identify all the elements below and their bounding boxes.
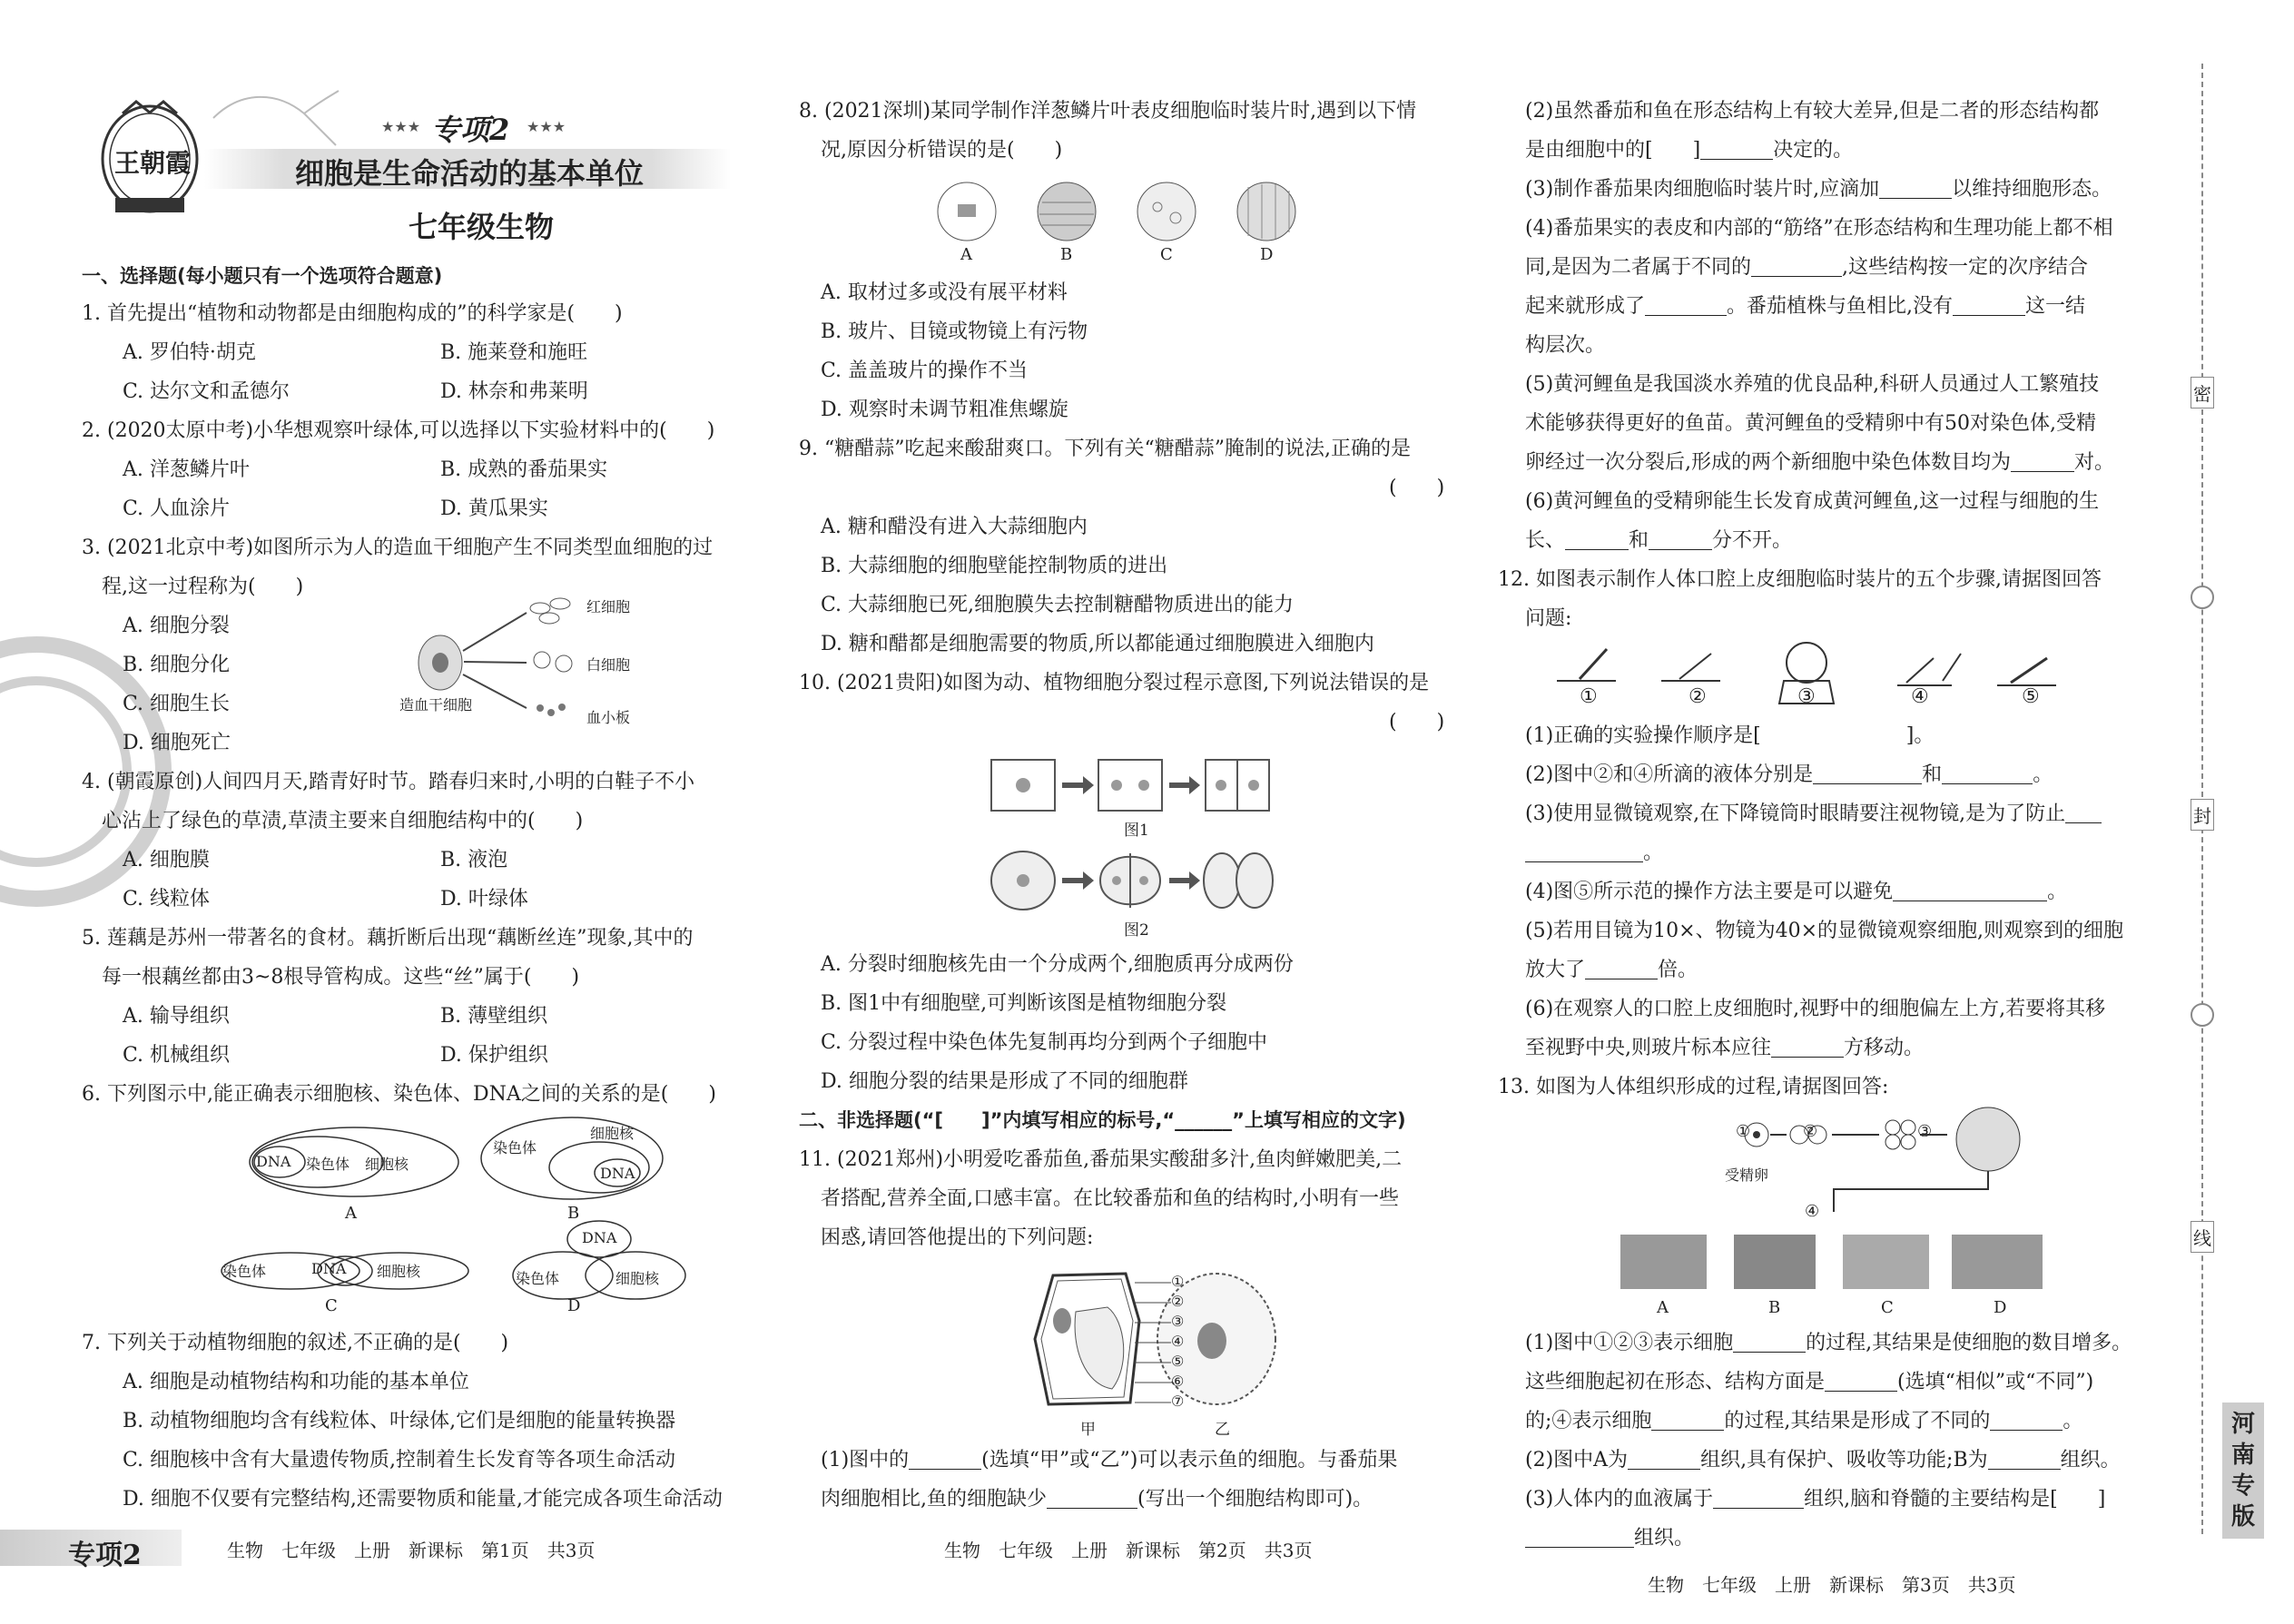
- q10-option-d[interactable]: D. 细胞分裂的结果是形成了不同的细胞群: [821, 1070, 1188, 1093]
- q3-label-stem: 造血干细胞: [399, 696, 473, 714]
- q8-stem-1: 8. (2021深圳)某同学制作洋葱鳞片叶表皮细胞临时装片时,遇到以下情: [799, 100, 1417, 123]
- footer-page-1: 生物 七年级 上册 新课标 第1页 共3页: [227, 1540, 596, 1561]
- q10-stem: 10. (2021贵阳)如图为动、植物细胞分裂过程示意图,下列说法错误的是: [799, 672, 1430, 694]
- q1-option-c[interactable]: C. 达尔文和孟德尔: [123, 380, 290, 403]
- q8-option-a[interactable]: A. 取材过多或没有展平材料: [821, 281, 1068, 304]
- q5-option-a[interactable]: A. 输导组织: [123, 1005, 230, 1028]
- q12-blank-4[interactable]: [2065, 802, 2102, 823]
- q6-label-b[interactable]: B: [567, 1204, 580, 1223]
- q12-part6-line2: 至视野中央,则玻片标本应往 方移动。: [1525, 1037, 1925, 1059]
- num-3: ③: [1171, 1313, 1185, 1330]
- q12-blank-2[interactable]: [1813, 763, 1922, 784]
- q1-option-d[interactable]: D. 林奈和弗莱明: [440, 380, 588, 403]
- q8-option-d[interactable]: D. 观察时未调节粗准焦螺旋: [821, 399, 1068, 421]
- q11-part5-line1: (5)黄河鲤鱼是我国淡水养殖的优良品种,科研人员通过人工繁殖技: [1525, 373, 2100, 396]
- num-7: ⑦: [1171, 1393, 1185, 1410]
- q11-label-yi: 乙: [1215, 1421, 1230, 1439]
- q5-stem-1: 5. 莲藕是苏州一带著名的食材。藕折断后出现“藕断丝连”现象,其中的: [82, 927, 694, 950]
- q13-blank-4[interactable]: [1990, 1410, 2063, 1431]
- q11-stem-3: 困惑,请回答他提出的下列问题:: [821, 1226, 1094, 1249]
- q12-part2: (2)图中②和④所滴的液体分别是 和 。: [1525, 763, 2053, 786]
- q11-part1-line1: (1)图中的 (选填“甲”或“乙”)可以表示鱼的细胞。与番茄果: [821, 1449, 1398, 1471]
- q11-part4-line4: 构层次。: [1525, 334, 1606, 357]
- q5-option-b[interactable]: B. 薄壁组织: [440, 1005, 548, 1028]
- q1-option-b[interactable]: B. 施莱登和施旺: [440, 341, 588, 364]
- q4-option-b[interactable]: B. 液泡: [440, 849, 508, 871]
- footer-tag: 专项2: [68, 1540, 142, 1571]
- q9-stem: 9. “糖醋蒜”吃起来酸甜爽口。下列有关“糖醋蒜”腌制的说法,正确的是: [799, 438, 1411, 460]
- binding-hole-2: [2191, 1003, 2214, 1027]
- q11-part4-line2: 同,是因为二者属于不同的 ,这些结构按一定的次序结合: [1525, 256, 2088, 279]
- q2-option-d[interactable]: D. 黄瓜果实: [440, 497, 548, 520]
- q4-option-c[interactable]: C. 线粒体: [123, 888, 211, 910]
- q3-stem-1: 3. (2021北京中考)如图所示为人的造血干细胞产生不同类型血细胞的过: [82, 536, 714, 559]
- q10-option-c[interactable]: C. 分裂过程中染色体先复制再均分到两个子细胞中: [821, 1031, 1268, 1054]
- q13-stem: 13. 如图为人体组织形成的过程,请据图回答:: [1498, 1076, 1889, 1098]
- q11-blank-6[interactable]: [1645, 295, 1727, 316]
- q13-label-a: A: [1657, 1298, 1669, 1317]
- q5-stem-2: 每一根藕丝都由3~8根导管构成。这些“丝”属于( ): [102, 966, 580, 989]
- q13-step-2: ②: [1803, 1122, 1818, 1141]
- q6-b-nucleus: 细胞核: [590, 1125, 635, 1142]
- q6-label-c[interactable]: C: [325, 1296, 338, 1315]
- q6-stem: 6. 下列图示中,能正确表示细胞核、染色体、DNA之间的关系的是( ): [82, 1083, 716, 1106]
- q8-microscope-views: [935, 180, 1353, 243]
- q13-egg-label: 受精卵: [1725, 1166, 1769, 1184]
- q10-paren: ( ): [1389, 711, 1445, 733]
- q13-blank-2[interactable]: [1825, 1371, 1897, 1392]
- q6-label-d[interactable]: D: [567, 1296, 581, 1315]
- q13-step-3: ③: [1917, 1122, 1933, 1141]
- q6-a-nucleus: 细胞核: [365, 1156, 409, 1173]
- q13-part1-line1: (1)图中①②③表示细胞 的过程,其结果是使细胞的数目增多。: [1525, 1332, 2132, 1354]
- q13-step-4: ④: [1805, 1202, 1820, 1221]
- q8-label-c[interactable]: C: [1160, 245, 1173, 264]
- q6-d-dna: DNA: [582, 1229, 617, 1246]
- logo-text: 王朝霞: [114, 148, 192, 178]
- q9-option-d[interactable]: D. 糖和醋都是细胞需要的物质,所以都能通过细胞膜进入细胞内: [821, 633, 1374, 655]
- q12-step-1: ①: [1580, 685, 1598, 708]
- q11-stem-2: 者搭配,营养全面,口感丰富。在比较番茄和鱼的结构时,小明有一些: [821, 1187, 1399, 1210]
- q13-label-d: D: [1994, 1298, 2007, 1317]
- q9-paren: ( ): [1389, 477, 1445, 499]
- q5-option-c[interactable]: C. 机械组织: [123, 1044, 231, 1067]
- special-stars-right: ★★★: [527, 118, 566, 135]
- margin-mi: 密: [2191, 377, 2214, 408]
- side-tab-text: 河南专版: [2230, 1411, 2255, 1530]
- q13-part3-line1: (3)人体内的血液属于 组织,脑和脊髓的主要结构是[ ]: [1525, 1488, 2106, 1511]
- q3-option-a[interactable]: A. 细胞分裂: [123, 615, 230, 637]
- q3-option-c[interactable]: C. 细胞生长: [123, 693, 231, 715]
- main-title: 细胞是生命活动的基本单位: [295, 156, 645, 191]
- q10-division-figure-1: [989, 758, 1271, 812]
- special-stars-left: ★★★: [381, 118, 421, 135]
- q13-part2: (2)图中A为 组织,具有保护、吸收等功能;B为 组织。: [1525, 1449, 2121, 1471]
- q12-part5-line1: (5)若用目镜为10×、物镜为40×的显微镜观察细胞,则观察到的细胞: [1525, 920, 2124, 942]
- q8-label-b[interactable]: B: [1060, 245, 1073, 264]
- q10-fig1-label: 图1: [1124, 822, 1149, 840]
- margin-feng: 封: [2191, 799, 2214, 831]
- q11-part6-line1: (6)黄河鲤鱼的受精卵能生长发育成黄河鲤鱼,这一过程与细胞的生: [1525, 490, 2100, 513]
- q6-c-nucleus: 细胞核: [377, 1263, 421, 1280]
- num-2: ②: [1171, 1293, 1185, 1310]
- q6-d-chromosome: 染色体: [516, 1270, 560, 1287]
- section2-heading: 二、非选择题(“[ ]”内填写相应的标号,“______”上填写相应的文字): [799, 1109, 1406, 1131]
- q2-option-a[interactable]: A. 洋葱鳞片叶: [123, 458, 250, 481]
- q11-part6-line2: 长、 和 分不开。: [1525, 529, 1793, 552]
- q11-part5-line3: 卵经过一次分裂后,形成的两个新细胞中染色体数目均为 对。: [1525, 451, 2115, 474]
- q11-blank-4[interactable]: [1879, 178, 1952, 199]
- q3-label-red: 红细胞: [586, 598, 631, 615]
- q11-blank-10[interactable]: [1649, 529, 1712, 550]
- q12-step-2: ②: [1689, 685, 1707, 708]
- q8-option-b[interactable]: B. 玻片、目镜或物镜上有污物: [821, 320, 1088, 343]
- q10-option-a[interactable]: A. 分裂时细胞核先由一个分成两个,细胞质再分成两份: [821, 953, 1294, 976]
- q11-part4-line1: (4)番茄果实的表皮和内部的“筋络”在形态结构和生理功能上都不相: [1525, 217, 2113, 240]
- q7-option-a[interactable]: A. 细胞是动植物结构和功能的基本单位: [123, 1371, 469, 1393]
- q3-stem-2: 程,这一过程称为( ): [102, 576, 304, 598]
- q7-option-c[interactable]: C. 细胞核中含有大量遗传物质,控制着生长发育等各项生命活动: [123, 1449, 676, 1471]
- q7-stem: 7. 下列关于动植物细胞的叙述,不正确的是( ): [82, 1332, 509, 1354]
- q12-step-5: ⑤: [2022, 685, 2040, 708]
- num-6: ⑥: [1171, 1373, 1185, 1390]
- q11-blank-2[interactable]: [1047, 1488, 1137, 1509]
- q6-d-nucleus: 细胞核: [615, 1270, 660, 1287]
- q13-part1-line3: 的;④表示细胞 的过程,其结果是形成了不同的 。: [1525, 1410, 2083, 1432]
- q2-stem: 2. (2020太原中考)小华想观察叶绿体,可以选择以下实验材料中的( ): [82, 419, 715, 442]
- q12-blank-6[interactable]: [1893, 881, 2047, 901]
- q2-option-c[interactable]: C. 人血涂片: [123, 497, 231, 520]
- q12-step-3: ③: [1797, 685, 1816, 708]
- q11-blank-5[interactable]: [1751, 256, 1842, 277]
- num-1: ①: [1171, 1273, 1185, 1290]
- q6-diagram-b: [477, 1113, 667, 1204]
- q6-b-dna: DNA: [600, 1165, 635, 1182]
- q13-blank-5[interactable]: [1628, 1449, 1700, 1470]
- q13-blank-8[interactable]: [1525, 1527, 1634, 1548]
- q2-option-b[interactable]: B. 成熟的番茄果实: [440, 458, 608, 481]
- q13-step-1: ①: [1736, 1122, 1751, 1141]
- q8-option-c[interactable]: C. 盖盖玻片的操作不当: [821, 359, 1029, 382]
- section1-heading: 一、选择题(每小题只有一个选项符合题意): [82, 265, 443, 287]
- q1-stem: 1. 首先提出“植物和动物都是由细胞构成的”的科学家是( ): [82, 302, 623, 325]
- q8-label-a[interactable]: A: [960, 245, 972, 264]
- num-4: ④: [1171, 1333, 1185, 1350]
- q13-blank-7[interactable]: [1713, 1488, 1804, 1509]
- q12-blank-7[interactable]: [1585, 959, 1658, 979]
- q12-part1: (1)正确的实验操作顺序是[ ]。: [1525, 724, 1935, 747]
- q9-option-a[interactable]: A. 糖和醋没有进入大蒜细胞内: [821, 516, 1088, 538]
- q12-step-4: ④: [1911, 685, 1929, 708]
- special-title: 专项2: [431, 113, 510, 147]
- q11-blank-3[interactable]: [1700, 139, 1773, 160]
- q11-blank-1[interactable]: [909, 1449, 981, 1470]
- q12-part6-line1: (6)在观察人的口腔上皮细胞时,视野中的细胞偏左上方,若要将其移: [1525, 998, 2106, 1020]
- q12-blank-3[interactable]: [1942, 763, 2033, 784]
- q6-c-chromosome: 染色体: [222, 1263, 267, 1280]
- q13-label-b: B: [1768, 1298, 1781, 1317]
- q12-stem-2: 问题:: [1525, 607, 1572, 630]
- q11-stem-1: 11. (2021郑州)小明爱吃番茄鱼,番茄果实酸甜多汁,鱼肉鲜嫩肥美,二: [799, 1148, 1403, 1171]
- q7-option-b[interactable]: B. 动植物细胞均含有线粒体、叶绿体,它们是细胞的能量转换器: [123, 1410, 676, 1432]
- q13-part3-line2: 组织。: [1525, 1527, 1694, 1550]
- q11-part4-line3: 起来就形成了 。番茄植株与鱼相比,没有 这一结: [1525, 295, 2086, 318]
- q8-label-d[interactable]: D: [1260, 245, 1274, 264]
- q11-blank-8[interactable]: [2011, 451, 2074, 472]
- q11-blank-7[interactable]: [1953, 295, 2025, 316]
- footer-page-3: 生物 七年级 上册 新课标 第3页 共3页: [1648, 1574, 2016, 1596]
- q11-part5-line2: 术能够获得更好的鱼苗。黄河鲤鱼的受精卵中有50对染色体,受精: [1525, 412, 2096, 435]
- q7-option-d[interactable]: D. 细胞不仅要有完整结构,还需要物质和能量,才能完成各项生命活动: [123, 1488, 723, 1511]
- q5-option-d[interactable]: D. 保护组织: [440, 1044, 548, 1067]
- q13-part1-line2: 这些细胞起初在形态、结构方面是 (选填“相似”或“不同”): [1525, 1371, 2094, 1393]
- q13-blank-3[interactable]: [1651, 1410, 1724, 1431]
- q12-part3-line2: 。: [1525, 842, 1663, 865]
- subtitle: 七年级生物: [409, 210, 555, 244]
- q13-blank-6[interactable]: [1988, 1449, 2061, 1470]
- q12-stem-1: 12. 如图表示制作人体口腔上皮细胞临时装片的五个步骤,请据图回答: [1498, 568, 2102, 591]
- q6-label-a[interactable]: A: [345, 1204, 357, 1223]
- q6-a-chromosome: 染色体: [306, 1156, 350, 1173]
- q11-label-jia: 甲: [1080, 1421, 1096, 1439]
- q11-part3: (3)制作番茄果肉细胞临时装片时,应滴加 以维持细胞形态。: [1525, 178, 2112, 201]
- q11-part2-line1: (2)虽然番茄和鱼在形态结构上有较大差异,但是二者的形态结构都: [1525, 100, 2100, 123]
- q3-label-platelet: 血小板: [586, 709, 631, 726]
- num-5: ⑤: [1171, 1353, 1185, 1370]
- binding-hole-1: [2191, 586, 2214, 609]
- q11-blank-9[interactable]: [1565, 529, 1629, 550]
- q4-stem-1: 4. (朝霞原创)人间四月天,踏青好时节。踏春归来时,小明的白鞋子不小: [82, 771, 695, 793]
- q9-option-b[interactable]: B. 大蒜细胞的细胞壁能控制物质的进出: [821, 555, 1168, 577]
- q4-option-a[interactable]: A. 细胞膜: [123, 849, 210, 871]
- q3-label-white: 白细胞: [586, 656, 631, 674]
- footer-page-2: 生物 七年级 上册 新课标 第2页 共3页: [944, 1540, 1313, 1561]
- q12-part4: (4)图⑤所示范的操作方法主要是可以避免 。: [1525, 881, 2068, 903]
- q6-c-dna: DNA: [311, 1260, 347, 1277]
- q8-stem-2: 况,原因分析错误的是( ): [821, 139, 1063, 162]
- q10-fig2-label: 图2: [1124, 921, 1149, 940]
- q11-part1-line2: 肉细胞相比,鱼的细胞缺少 (写出一个细胞结构即可)。: [821, 1488, 1373, 1511]
- q12-part3-line1: (3)使用显微镜观察,在下降镜筒时眼睛要注视物镜,是为了防止: [1525, 802, 2102, 826]
- q10-option-b[interactable]: B. 图1中有细胞壁,可判断该图是植物细胞分裂: [821, 992, 1227, 1015]
- q4-option-d[interactable]: D. 叶绿体: [440, 888, 528, 910]
- q9-option-c[interactable]: C. 大蒜细胞已死,细胞膜失去控制糖醋物质进出的能力: [821, 594, 1295, 616]
- q13-label-c: C: [1881, 1298, 1894, 1317]
- q3-option-b[interactable]: B. 细胞分化: [123, 654, 231, 676]
- q1-option-a[interactable]: A. 罗伯特·胡克: [123, 341, 256, 364]
- q6-a-dna: DNA: [256, 1153, 291, 1170]
- q12-blank-8[interactable]: [1771, 1037, 1844, 1058]
- q4-stem-2: 心沾上了绿色的草渍,草渍主要来自细胞结构中的( ): [102, 810, 584, 832]
- q11-structure-numbers: [1171, 1272, 1193, 1412]
- q6-b-chromosome: 染色体: [493, 1139, 537, 1156]
- q10-division-figure-2: [989, 849, 1271, 912]
- q11-part2-line2: 是由细胞中的[ ] 决定的。: [1525, 139, 1854, 162]
- q11-cell-comparison-figure: [1026, 1266, 1280, 1412]
- q3-option-d[interactable]: D. 细胞死亡: [123, 732, 231, 754]
- q12-blank-5[interactable]: [1525, 842, 1643, 862]
- margin-xian: 线: [2191, 1221, 2214, 1253]
- q13-blank-1[interactable]: [1733, 1332, 1806, 1353]
- q12-part5-line2: 放大了 倍。: [1525, 959, 1698, 981]
